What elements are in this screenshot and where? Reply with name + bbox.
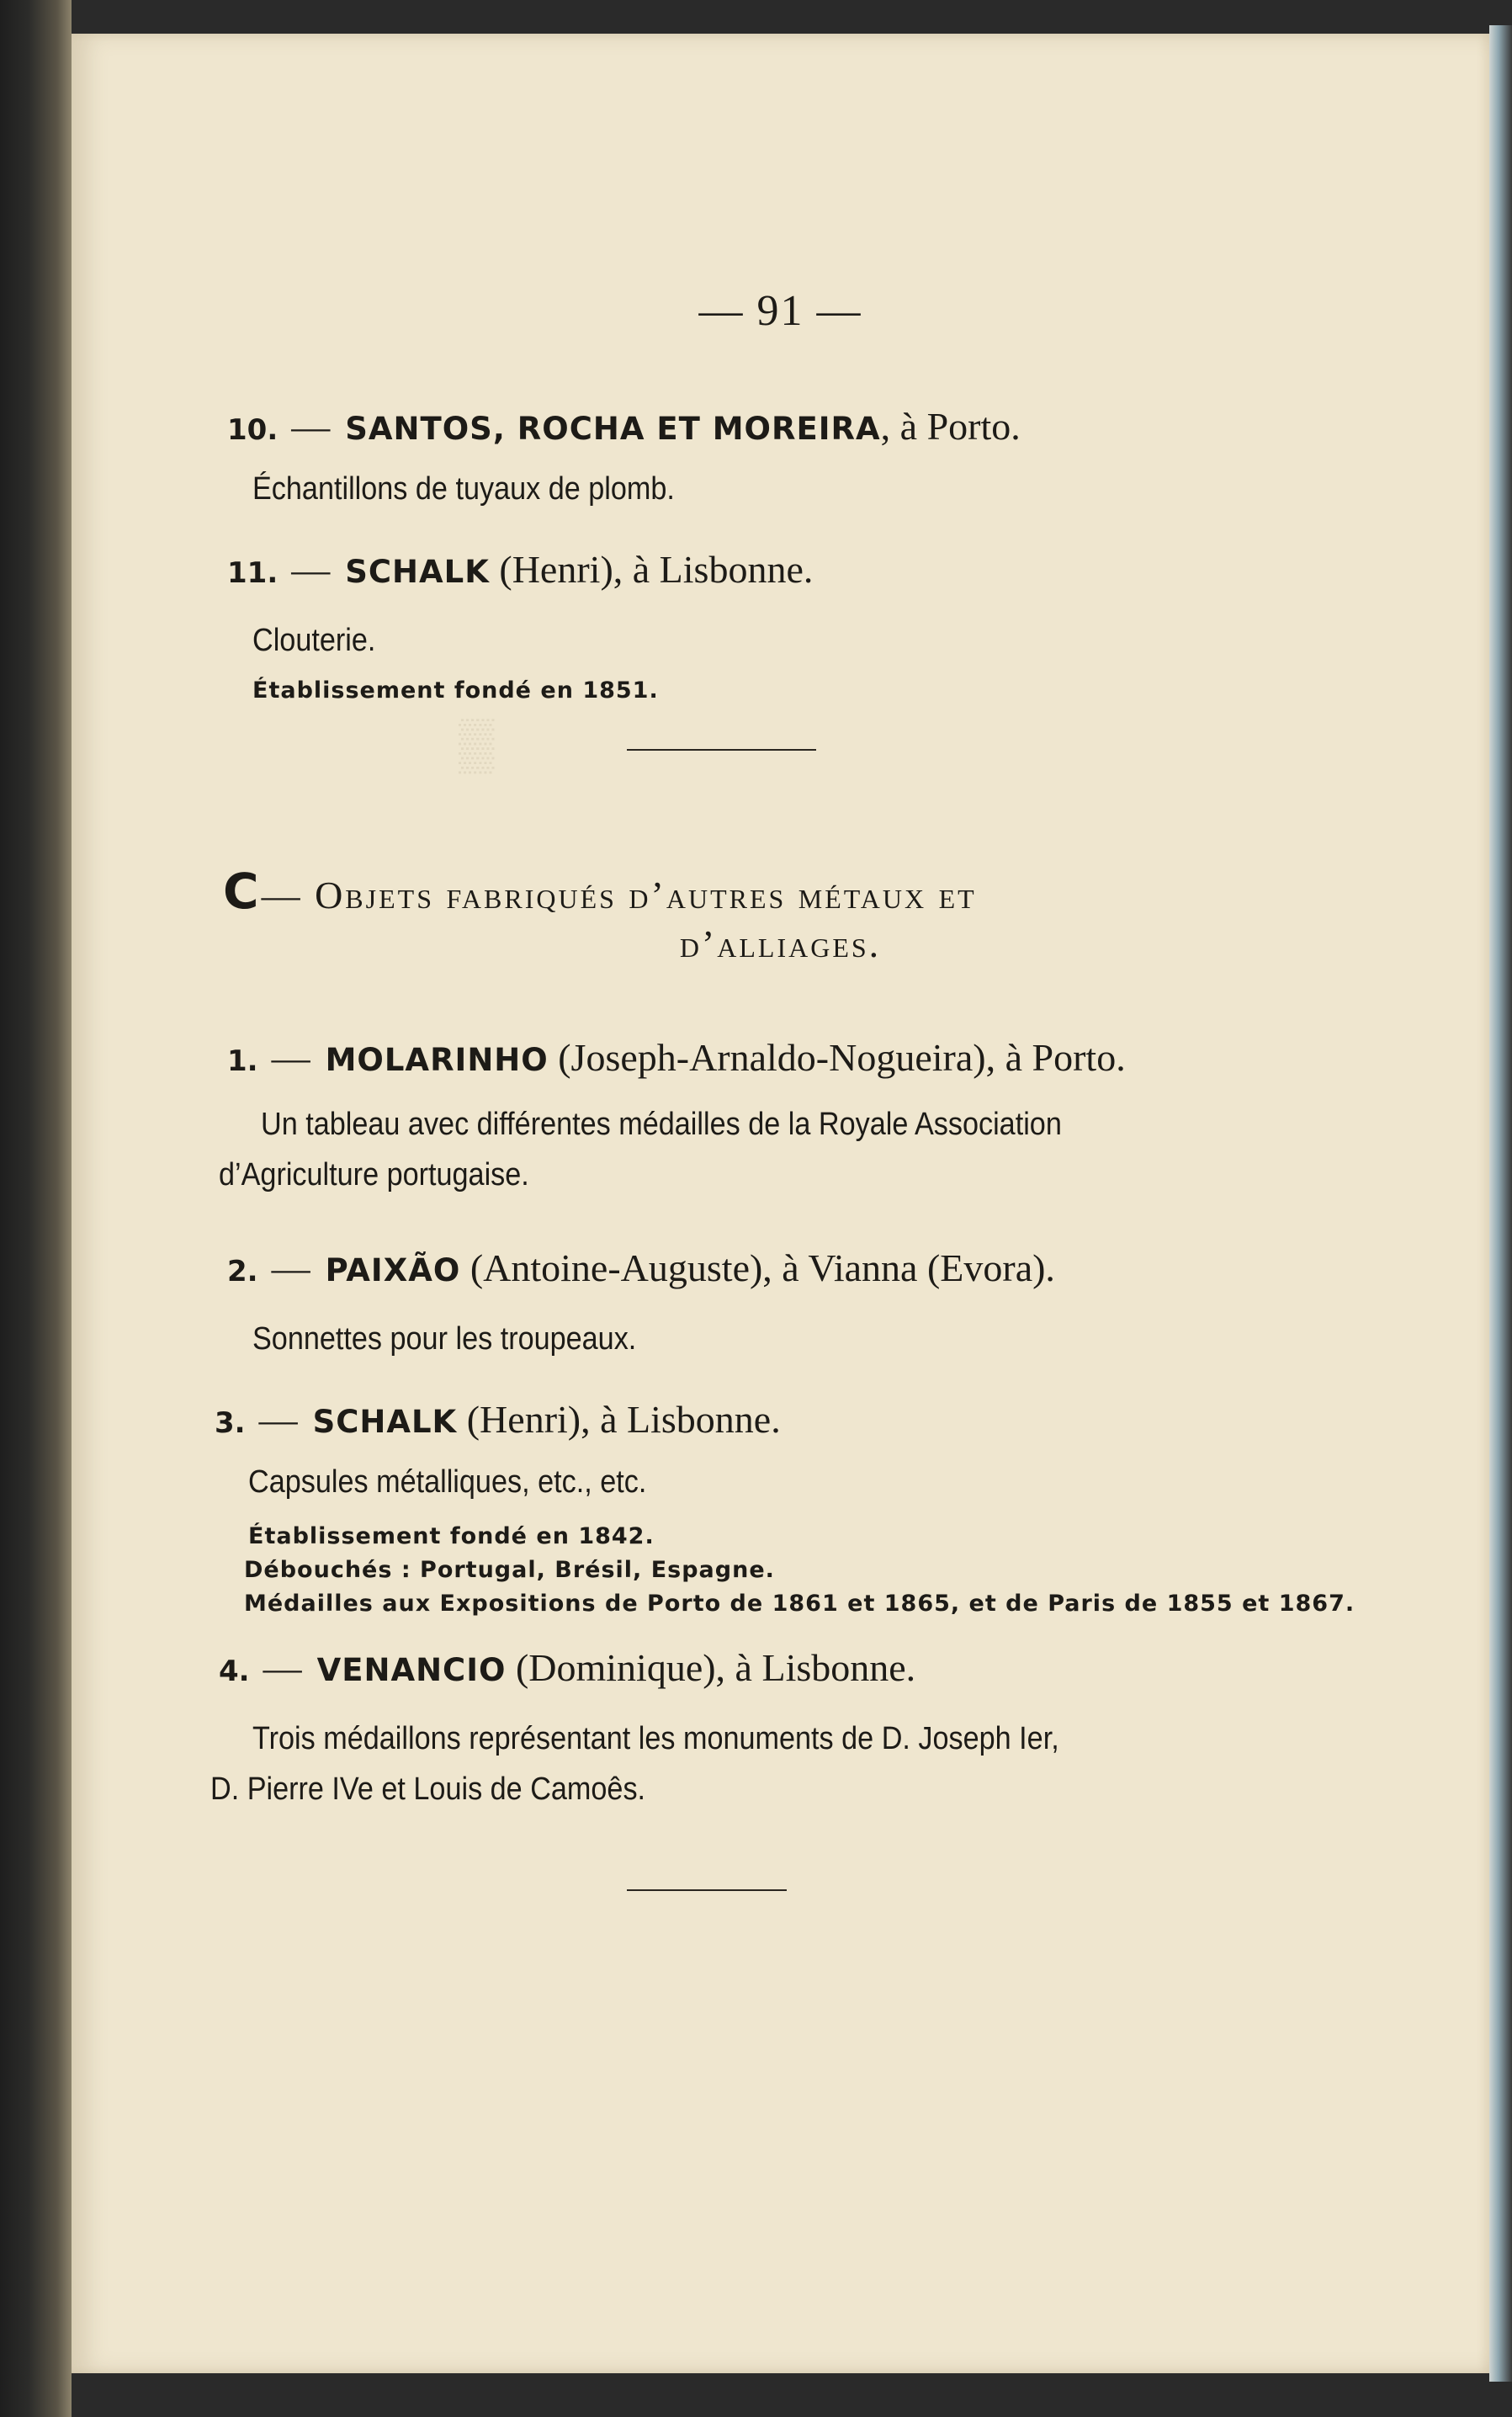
end-rule [627,1889,787,1891]
exhibitor-name: SCHALK [345,554,490,590]
exhibitor-name: SCHALK [312,1404,458,1440]
entry-11-heading [227,547,813,592]
exhibitor-name: PAIXÃO [325,1252,461,1288]
exhibitor-location: (Joseph-Arnaldo-Nogueira), à Porto. [548,1036,1126,1079]
exhibitor-name: VENANCIO [316,1652,507,1688]
dash: — [258,1398,298,1441]
bleed-through: ▒ [459,716,500,772]
dash: — [291,548,331,591]
entry-number: 4. [219,1655,250,1688]
exhibitor-location: , à Porto. [880,405,1021,448]
dash: — [291,405,331,448]
entry-number: 10. [227,413,279,447]
dash: — [263,1646,302,1689]
exhibitor-location: (Henri), à Lisbonne. [489,548,814,591]
exhibitor-location: (Henri), à Lisbonne. [457,1398,781,1441]
exhibitor-location: (Antoine-Auguste), à Vianna (Evora). [460,1246,1055,1289]
exhibitor-location: (Dominique), à Lisbonne. [506,1646,916,1689]
entry-2-heading [227,1246,1055,1290]
entry-number: 2. [227,1255,258,1288]
entry-4-heading [219,1645,915,1690]
entry-3-heading [215,1397,781,1442]
section-title-line2: d’alliages. [679,922,882,965]
entry-10-description: Échantillons de tuyaux de plomb. [252,471,675,507]
entry-11-note: Établissement fondé en 1851. [252,677,659,704]
entry-1-description-line2: d’Agriculture portugaise. [219,1157,529,1193]
entry-number: 3. [215,1406,246,1440]
entry-4-description-line1: Trois médaillons représentant les monuments de D. Joseph Ier, [252,1721,1059,1756]
section-letter: C [223,863,262,920]
dash: — [271,1246,310,1289]
entry-1-heading [227,1035,1126,1080]
dash: — [271,1036,310,1079]
entry-3-note-1: Établissement fondé en 1842. [248,1523,655,1549]
exhibitor-name: MOLARINHO [325,1042,549,1078]
entry-number: 11. [227,556,279,590]
page-number: — 91 — [698,287,862,335]
book-spine [0,0,72,2417]
entry-11-description: Clouterie. [252,623,376,658]
section-heading [223,863,977,920]
page-edge [1489,25,1512,2382]
book-page [72,34,1489,2373]
entry-3-note-2: Débouchés : Portugal, Brésil, Espagne. [244,1557,775,1583]
entry-4-description-line2: D. Pierre IVe et Louis de Camoês. [210,1772,646,1807]
entry-1-description-line1: Un tableau avec différentes médailles de la Royale Association [261,1107,1062,1142]
entry-number: 1. [227,1044,258,1078]
entry-2-description: Sonnettes pour les troupeaux. [252,1321,637,1357]
separator-rule [627,749,816,751]
entry-3-note-3: Médailles aux Expositions de Porto de 1861 et 1865, et de Paris de 1855 et 1867. [244,1591,1355,1617]
entry-3-description: Capsules métalliques, etc., etc. [248,1464,647,1500]
exhibitor-name: SANTOS, ROCHA ET MOREIRA [345,411,881,447]
entry-10-heading [227,404,1021,449]
section-title: — Objets fabriqués d’autres métaux et [261,874,977,916]
